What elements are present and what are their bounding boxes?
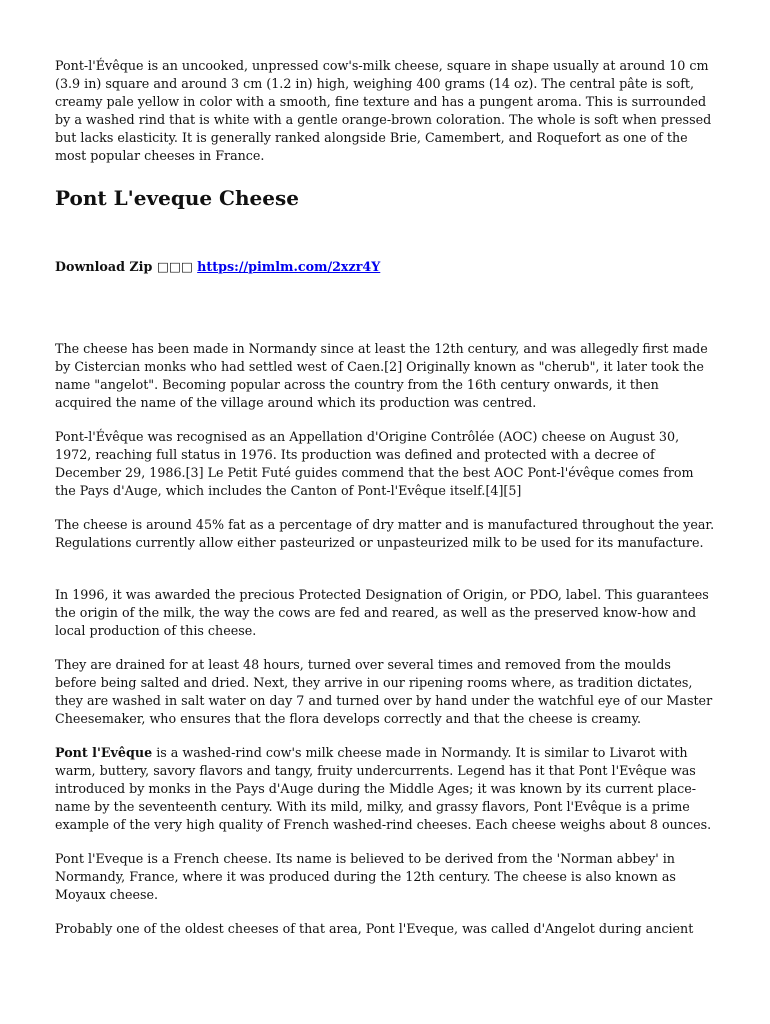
page-title: Pont L'eveque Cheese bbox=[55, 186, 299, 210]
cheese-name-bold: Pont l'Evêque bbox=[55, 745, 153, 760]
fat-paragraph: The cheese is around 45% fat as a percentage of dry matter and is manufactured throughout the year. Regulations currently allow either pasteurized or unpasteurized milk to be used for its manufacture. bbox=[55, 517, 715, 550]
download-label: Download Zip bbox=[55, 259, 153, 274]
pdo-paragraph: In 1996, it was awarded the precious Protected Designation of Origin, or PDO, label. This guarantees the origin of the milk, the way the cows are fed and reared, as well as the preserved know-how and local production of this cheese. bbox=[55, 587, 709, 638]
description-text: is a washed-rind cow's milk cheese made in Normandy. It is similar to Livarot with warm, buttery, savory flavors and tangy, fruity undercurrents. Legend has it that Pont l'Evêque was introduced by monks in the Pays d'Auge during the Middle Ages; it was known by its current place-name by the seventeenth century. With its mild, milky, and grassy flavors, Pont l'Evêque is a prime example of the very high quality of French washed-rind cheeses. Each cheese weighs about 8 ounces. bbox=[55, 745, 712, 832]
download-line bbox=[55, 258, 715, 276]
ripening-paragraph: They are drained for at least 48 hours, turned over several times and removed from the moulds before being salted and dried. Next, they arrive in our ripening rooms where, as tradition dictates, they are washed in salt water on day 7 and turned over by hand under the watchful eye of our Master Cheesemaker, who ensures that the flora develops correctly and that the cheese is creamy. bbox=[55, 657, 713, 726]
oldest-paragraph: Probably one of the oldest cheeses of that area, Pont l'Eveque, was called d'Angelot during ancient bbox=[55, 921, 694, 936]
description-paragraph bbox=[55, 744, 715, 834]
download-link[interactable]: https://pimlm.com/2xzr4Y bbox=[197, 259, 381, 274]
aoc-paragraph: Pont-l'Évêque was recognised as an Appellation d'Origine Contrôlée (AOC) cheese on August 30, 1972, reaching full status in 1976. Its production was defined and protected with a decree of December 29, 1986.[3] Le Petit Futé guides commend that the best AOC Pont-l'évêque comes from the Pays d'Auge, which includes the Canton of Pont-l'Evêque itself.[4][5] bbox=[55, 429, 694, 498]
history-paragraph: The cheese has been made in Normandy since at least the 12th century, and was allegedly first made by Cistercian monks who had settled west of Caen.[2] Originally known as "cherub", it later took the name "angelot". Becoming popular across the country from the 16th century onwards, it then acquired the name of the village around which its production was centred. bbox=[55, 341, 708, 410]
intro-paragraph: Pont-l'Évêque is an uncooked, unpressed cow's-milk cheese, square in shape usually at around 10 cm (3.9 in) square and around 3 cm (1.2 in) high, weighing 400 grams (14 oz). The central pâte is soft, creamy pale yellow in color with a smooth, fine texture and has a pungent aroma. This is surrounded by a washed rind that is white with a gentle orange-brown coloration. The whole is soft when pressed but lacks elasticity. It is generally ranked alongside Brie, Camembert, and Roquefort as one of the most popular cheeses in France. bbox=[55, 58, 712, 163]
origin-paragraph: Pont l'Eveque is a French cheese. Its name is believed to be derived from the 'Norman abbey' in Normandy, France, where it was produced during the 12th century. The cheese is also known as Moyaux cheese. bbox=[55, 851, 676, 902]
download-glyphs: □□□ bbox=[156, 259, 193, 274]
